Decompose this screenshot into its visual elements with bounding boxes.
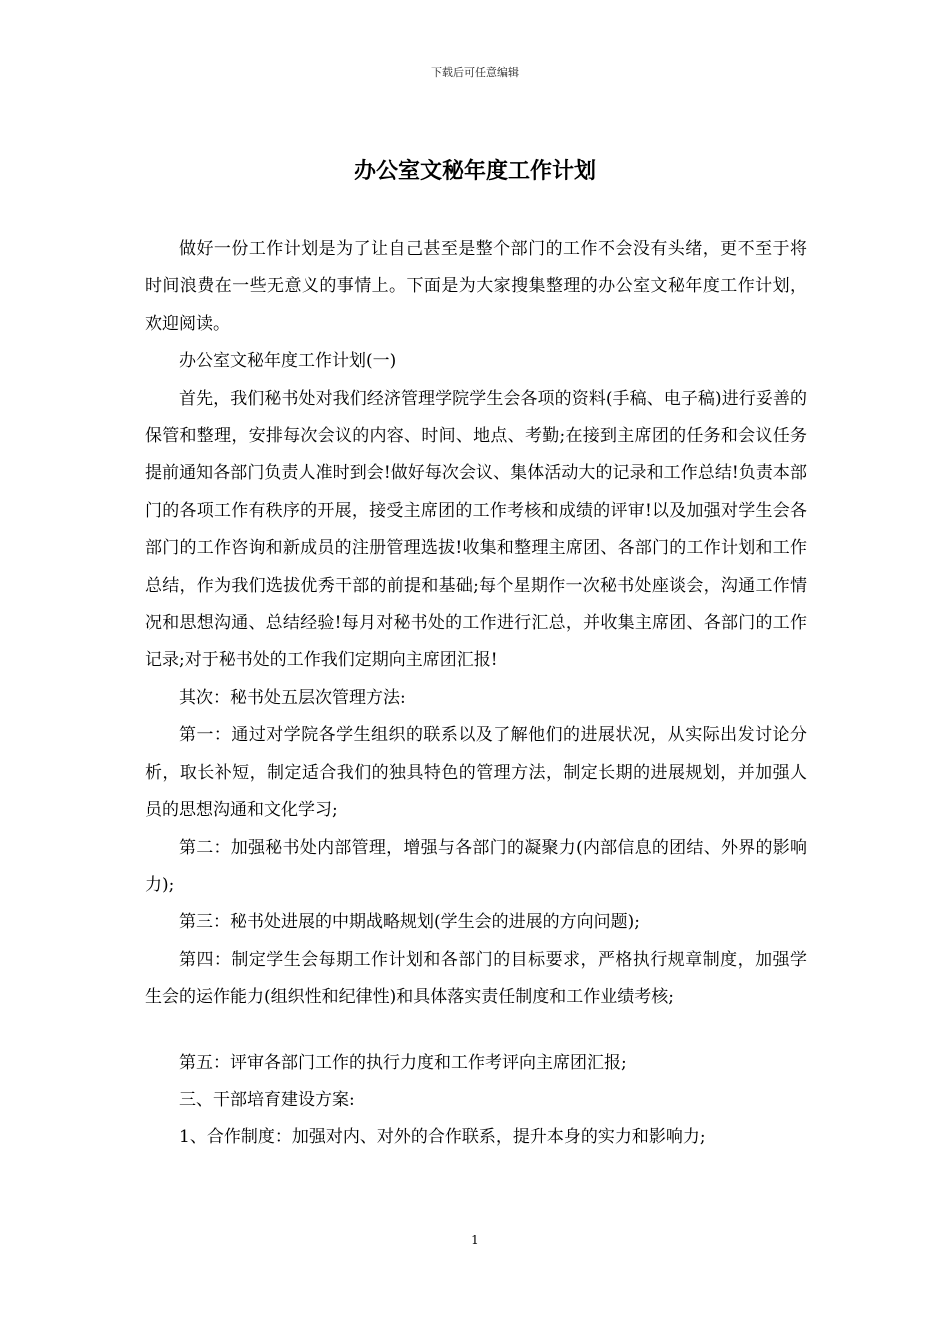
paragraph-item-1: 第一：通过对学院各学生组织的联系以及了解他们的进展状况，从实际出发讨论分析，取长补短，制定适合我们的独具特色的管理方法，制定长期的进展规划，并加强人员的思想沟通和文化学习;: [145, 725, 807, 821]
document-body: [145, 231, 807, 1157]
paragraph-first: 首先，我们秘书处对我们经济管理学院学生会各项的资料(手稿、电子稿)进行妥善的保管和整理，安排每次会议的内容、时间、地点、考勤;在接到主席团的任务和会议任务提前通知各部门负责人准时到会!做好每次会议、集体活动大的记录和工作总结!负责本部门的各项工作有秩序的开展，接受主席团的工作考核和成绩的评审!以及加强对学生会各部门的工作咨询和新成员的注册管理选拔!收集和整理主席团、各部门的工作计划和工作总结，作为我们选拔优秀干部的前提和基础;每个星期作一次秘书处座谈会，沟通工作情况和思想沟通、总结经验!每月对秘书处的工作进行汇总，并收集主席团、各部门的工作记录;对于秘书处的工作我们定期向主席团汇报!: [145, 388, 807, 671]
paragraph-section-heading: 办公室文秘年度工作计划(一): [179, 351, 397, 372]
document-title: 办公室文秘年度工作计划: [353, 158, 596, 184]
page-header-note: 下载后可任意编辑: [431, 66, 519, 79]
paragraph-item-2: 第二：加强秘书处内部管理，增强与各部门的凝聚力(内部信息的团结、外界的影响力);: [145, 837, 807, 895]
page-number: 1: [471, 1233, 479, 1247]
paragraph-section-3: 三、干部培育建设方案:: [179, 1089, 355, 1110]
paragraph-item-3: 第三：秘书处进展的中期战略规划(学生会的进展的方向问题);: [179, 912, 640, 933]
paragraph-cooperation: 1、合作制度：加强对内、对外的合作联系，提升本身的实力和影响力;: [179, 1127, 706, 1148]
paragraph-intro: 做好一份工作计划是为了让自己甚至是整个部门的工作不会没有头绪，更不至于将时间浪费在一些无意义的事情上。下面是为大家搜集整理的办公室文秘年度工作计划，欢迎阅读。: [145, 239, 807, 334]
paragraph-item-5: 第五：评审各部门工作的执行力度和工作考评向主席团汇报;: [179, 1052, 627, 1073]
paragraph-second: 其次：秘书处五层次管理方法:: [179, 687, 406, 708]
paragraph-item-4: 第四：制定学生会每期工作计划和各部门的目标要求，严格执行规章制度，加强学生会的运作能力(组织性和纪律性)和具体落实责任制度和工作业绩考核;: [145, 949, 807, 1008]
